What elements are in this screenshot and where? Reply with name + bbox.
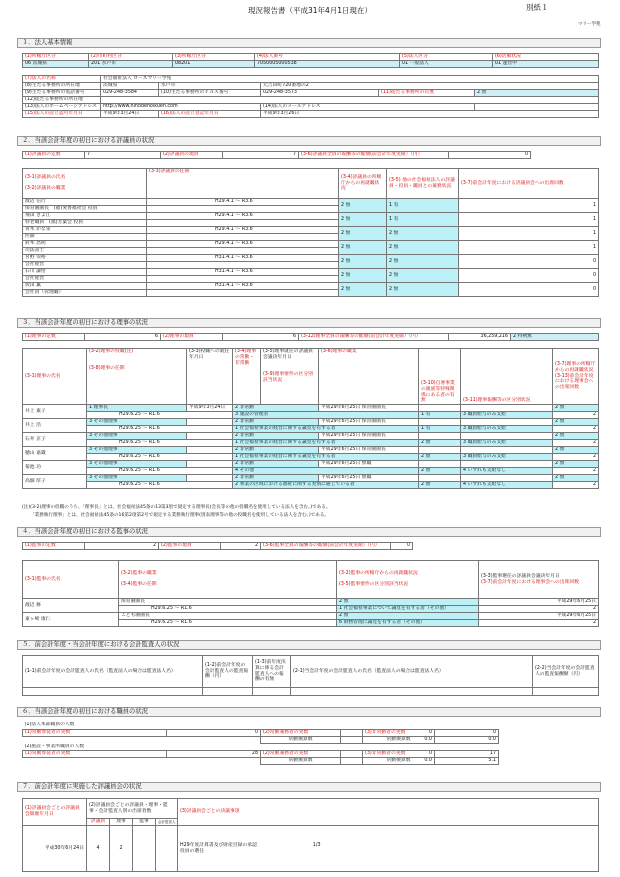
value-established: 平成9年3月24日 — [101, 111, 159, 118]
sub-director: 理事 — [110, 819, 133, 826]
councilor-job: 会社経営 — [23, 276, 147, 283]
director-attend: 2 — [553, 482, 599, 489]
councilor-row — [23, 241, 599, 248]
auditor-name: 渡辺 修 — [23, 599, 119, 613]
councilor-row — [23, 269, 599, 276]
councilor-other: 2 無 — [387, 241, 459, 255]
councilor-attend: 0 — [459, 283, 599, 297]
corp-detail-table — [22, 75, 599, 118]
director-row-detail — [23, 412, 599, 419]
director-pay: 3 職員給与のみ支給 — [461, 426, 553, 433]
col-meeting-date: (1)評議員会ごとの評議員会開催年月日 — [23, 799, 87, 826]
auditor-cat: 6 財務管理に識見を有する者（その他） — [337, 620, 479, 627]
col-director-reemp: (3-7)理事の所轄庁からの再就職状況 (3-13)前会計年度における理事会への出席回数 — [553, 349, 599, 405]
value-auditor-current: 2 — [221, 543, 261, 550]
label-established: (15)法人の設立認可年月日 — [23, 111, 101, 118]
label-registered: (16)法人の設立登記年月日 — [159, 111, 261, 118]
councilor-name: 飛田 きよ江 — [23, 213, 147, 220]
label-sub-office: (11)従たる事務所の有無 — [379, 90, 475, 97]
section-4-title: ４．当該会計年度の初日における監事の状況 — [17, 527, 601, 537]
meeting-items-value: H29年度計算書及び財産目録の承認 1/3 役員の選任 — [178, 826, 599, 872]
director-attend: 2 — [553, 412, 599, 419]
councilor-summary-table — [22, 151, 531, 159]
value-councilor-pay: 0 — [449, 152, 531, 159]
director-row-detail — [23, 454, 599, 461]
councilor-row — [23, 199, 599, 206]
councilor-term: H31.4.1 ～ R3.6 — [147, 283, 339, 290]
section-6-title: ６．当該会計年度の初日における職員の状況 — [17, 707, 601, 717]
director-reemp: 2 無 — [553, 419, 599, 426]
councilor-name: 青木 かな栄 — [23, 227, 147, 234]
councilor-other: 2 無 — [387, 227, 459, 241]
col-auditor-name: (3-1)監事の氏名 — [23, 561, 119, 599]
label-auditor-count: (1)監事の定数 — [23, 543, 85, 550]
director-fulltime: 2 非常勤 — [233, 419, 319, 426]
director-row-detail — [23, 482, 599, 489]
value-fac-full: 28 — [167, 750, 261, 757]
councilor-attend: 0 — [459, 269, 599, 283]
councilor-other: 2 無 — [387, 255, 459, 269]
councilor-term-blank — [147, 276, 339, 283]
value-activity: 01 運営中 — [493, 61, 599, 68]
director-cat: 1 社会福祉事業の経営に関する識見を有する者 — [233, 426, 419, 433]
auditor-attend: 2 — [479, 620, 599, 627]
label-director-pay: (3-12)理事全員の報酬等の総額(前会計年度実績）（円） — [299, 334, 449, 341]
director-role: 1 理事長 — [87, 405, 187, 412]
director-pay-blank — [461, 419, 553, 426]
director-rel: 2 無 — [419, 440, 461, 447]
councilor-attend: 1 — [459, 241, 599, 255]
director-summary-table — [22, 333, 599, 341]
col-director-pay: (3-11)理事報酬等の区分別状況 — [461, 349, 553, 405]
director-name: 穂山 嘉蔵 — [23, 447, 87, 461]
value-hq-fte-1: 0.0 — [341, 736, 435, 743]
director-role: 3 その他理事 — [87, 433, 187, 440]
value-phone: 029-248-3584 — [101, 90, 159, 97]
accountant-table — [22, 655, 599, 696]
director-rel: 2 無 — [419, 482, 461, 489]
value-hq-fte-2: 0.0 — [435, 737, 499, 744]
label-hq-non: (3)非常勤者の実数 — [363, 730, 435, 737]
auditor-reemp: 2 無 — [337, 613, 479, 620]
director-term: H29.6.25 ～ R1.6 — [87, 440, 233, 447]
value-fac-part: 0 — [341, 750, 435, 757]
director-rel-blank — [419, 447, 461, 454]
value-hq-full: 0 — [167, 729, 261, 736]
label-fax: (10)主たる事務所のＦＡＸ番号 — [159, 90, 261, 97]
meeting-councilor-value: 4 — [87, 826, 110, 872]
councilor-other: 2 無 — [387, 283, 459, 297]
director-appoint — [187, 433, 233, 440]
director-cat: 1 社会福祉事業の経営に関する識見を有する者 — [233, 454, 419, 461]
value-councilor-current: 7 — [223, 152, 299, 159]
label-fac-fte: 常勤換算数 — [261, 757, 341, 764]
label-staff-fac: (2)施設・事業所職員の人数 — [24, 743, 85, 749]
director-pay-blank — [461, 405, 553, 412]
director-rel: 2 無 — [419, 454, 461, 461]
label-hq-non-fte: 常勤換算数 — [363, 737, 435, 744]
director-vote-job: 平成29年6月25日 無職 — [319, 461, 419, 468]
councilor-name: 坂田 薫 — [23, 283, 147, 290]
director-role: 3 その他理事 — [87, 461, 187, 468]
auditor-job: 保育園園長 — [119, 599, 337, 606]
director-note-2: 「業務執行理事」とは、社会福祉法45条の16第2項第2号で規定する業務執行理事(別表理事等の他の役職名を使用している法人を含む。)である。 — [30, 513, 330, 518]
director-pay-blank — [461, 475, 553, 482]
sub-accountant: 会計監査人 — [156, 819, 178, 826]
value-corp-number: 7050005000538 — [255, 61, 400, 68]
col-director-appoint: (3-3)役職への就任年月日 — [187, 349, 233, 405]
councilor-reappoint: 2 無 — [339, 269, 387, 283]
director-role: 3 その他理事 — [87, 419, 187, 426]
director-attend: 2 — [553, 440, 599, 447]
col-director-name: (3-1)理事の氏名 — [23, 349, 87, 405]
value-email — [475, 104, 599, 111]
director-row-detail — [23, 426, 599, 433]
director-rel-blank — [419, 419, 461, 426]
director-pay: 3 職員給与のみ支給 — [461, 440, 553, 447]
label-director-current: (2)理事の現員 — [161, 334, 223, 341]
value-hq-non: 0 — [435, 730, 499, 737]
col-director-job: (3-6)理事の職業 — [319, 349, 419, 405]
director-appoint — [187, 475, 233, 482]
director-attend: 2 — [553, 454, 599, 461]
director-pay-blank — [461, 433, 553, 440]
col-director-fulltime: (3-4)理事の常勤・非常勤 — [233, 349, 261, 405]
label-staff-hq: (1)法人本部職員の人数 — [24, 722, 75, 728]
auditor-row — [23, 599, 599, 606]
value-auditor-count: 2 — [85, 543, 159, 550]
label-hq-fte: 常勤換算数 — [261, 736, 341, 743]
director-reemp: 2 無 — [553, 405, 599, 412]
councilor-reappoint: 2 無 — [339, 213, 387, 227]
auditor-job: こども園園長 — [119, 613, 337, 620]
sub-councilor: 評議員 — [87, 819, 110, 826]
director-pay: 3 職員給与のみ支給 — [461, 412, 553, 419]
basic-info-table — [22, 53, 599, 68]
director-vote-job: 平成29年6月25日 保育園園長 — [319, 447, 419, 454]
label-fac-non: (3)非常勤者の実数 — [363, 751, 435, 758]
councilor-term-blank — [147, 290, 339, 297]
section-5-title: ５．前会計年度・当会計年度における会計監査人の状況 — [17, 640, 601, 650]
auditor-name: 東ヶ崎 康仁 — [23, 613, 119, 627]
auditor-reemp: 2 無 — [337, 599, 479, 606]
label-corp-number: (4)法人番号 — [255, 54, 400, 61]
label-fac-full: (1)常勤専従者の実数 — [23, 750, 167, 757]
director-appoint — [187, 447, 233, 454]
col-acc-prev-has: (1-3)前年度決算に係る会計監査人への報酬の有無 — [253, 656, 291, 688]
director-name: 高畑 厚子 — [23, 475, 87, 489]
director-rel-blank — [419, 475, 461, 482]
auditor-attend: 2 — [479, 606, 599, 613]
value-authority: 08201 — [173, 61, 255, 68]
councilor-row — [23, 227, 599, 234]
value-fac-fte-2: 5.1 — [435, 758, 499, 765]
value-auditor-pay: 0 — [391, 543, 413, 550]
label-councilor-count: (1)評議員の定数 — [23, 152, 85, 159]
director-rel: 1 有 — [419, 412, 461, 419]
value-fac-fte-1: 0.0 — [341, 757, 435, 764]
col-councilor-other: (3-5) 他の社会福祉法人の評議員・役員・職員との兼務状況 — [387, 169, 459, 199]
side-note: マリー学苑 — [578, 22, 601, 27]
auditor-term: H29.6.25 ～ R1.6 — [119, 606, 337, 613]
director-row — [23, 405, 599, 412]
councilor-term-blank — [147, 234, 339, 241]
director-note-1: (注)(3-2)理事の役職のうち、「理事長」とは、社会福祉法45条の13第3項で規定する理事長(会長等の他の役職名を使用している法人を含む。)である。 — [22, 505, 331, 510]
director-vote-job: 平成29年6月25日 保育園園長 — [319, 433, 419, 440]
value-director-current: 6 — [223, 334, 299, 341]
director-vote-job: 平成29年6月25日 無職 — [319, 475, 419, 482]
councilor-job: 特老職員 (福)芳葉会 役員 — [23, 220, 147, 227]
col-auditor-job: (3-2)監事の職業 (3-4)監事の任期 — [119, 561, 337, 599]
director-term: H29.6.25 ～ R1.6 — [87, 454, 233, 461]
director-pay: 3 職員給与のみ支給 — [461, 454, 553, 461]
director-role: 3 その他理事 — [87, 447, 187, 454]
col-councilor-attend: (3-7)前会計年度における評議員会への出席回数 — [459, 169, 599, 199]
councilor-attend: 1 — [459, 227, 599, 241]
director-rel-blank — [419, 461, 461, 468]
director-reemp: 2 無 — [553, 461, 599, 468]
councilor-name: 鈴木 昌明 — [23, 241, 147, 248]
director-rel: 2 無 — [419, 468, 461, 475]
section-2-title: ２．当該会計年度の初日における評議員の状況 — [17, 136, 601, 146]
meeting-date-value: 平成30年6月24日 — [23, 826, 87, 872]
councilor-reappoint: 2 無 — [339, 241, 387, 255]
councilor-table — [22, 168, 599, 297]
director-fulltime: 2 非常勤 — [233, 475, 319, 482]
councilor-row — [23, 283, 599, 290]
councilor-job: 医師 — [23, 234, 147, 241]
director-row — [23, 461, 599, 468]
councilor-name: 宮野 崇裕 — [23, 255, 147, 262]
councilor-term: H29.4.1 ～ R3.6 — [147, 241, 339, 248]
label-hq-full: (1)常勤専従者の実数 — [23, 729, 167, 736]
councilor-name: 石川 謙悟 — [23, 269, 147, 276]
section-7-title: ７．前会計年度に実施した評議員会の状況 — [17, 782, 601, 792]
councilor-job: 会社員（管理職） — [23, 290, 147, 297]
auditor-table — [22, 560, 599, 627]
staff-nonfull-table — [362, 729, 499, 765]
councilor-reappoint: 2 無 — [339, 283, 387, 297]
label-councilor-current: (2)評議員の現員 — [161, 152, 223, 159]
director-row — [23, 475, 599, 482]
col-councilor-name: (3-1)評議員の氏名 (3-2)評議員の職業 — [23, 169, 147, 199]
director-term: H29.6.25 ～ R1.6 — [87, 468, 233, 475]
director-role: 3 その他理事 — [87, 475, 187, 482]
label-auditor-current: (2)監事の現員 — [159, 543, 221, 550]
director-cat: 4 その他 — [233, 468, 419, 475]
col-meeting-items: (3)評議員会ごとの決議事項 — [178, 799, 599, 826]
col-auditor-reemp: (3-2)監事の所轄庁からの再就職状況 (3-5)監事要件の区分別該当状況 — [337, 561, 479, 599]
page-title: 現況報告書（平成31年4月1日現在） — [247, 6, 373, 15]
director-cat: 2 事業の区域における福祉に関する実情に通じている者 — [233, 482, 419, 489]
label-municipality: (2)市町村区分 — [89, 54, 173, 61]
director-cat: 3 施設の管理者 — [233, 412, 419, 419]
councilor-job: 会社経営 — [23, 262, 147, 269]
label-fac-non-fte: 常勤換算数 — [363, 758, 435, 765]
councilor-term: H29.4.1 ～ R3.6 — [147, 199, 339, 206]
councilor-other: 1 有 — [387, 213, 459, 227]
value-corp-name: 社会福祉法人 ローズマリー学苑 — [101, 76, 599, 83]
value-director-pay-std: 2 特例無 — [511, 334, 599, 341]
col-auditor-vote: (3-3)監事選任の評議員会議決年月日 (3-7)前会計年度における理事会への出席回数 — [479, 561, 599, 599]
councilor-row — [23, 213, 599, 220]
sub-auditor: 監事 — [133, 819, 156, 826]
director-row — [23, 447, 599, 454]
councilor-attend: 1 — [459, 199, 599, 213]
director-attend: 2 — [553, 468, 599, 475]
councilor-term-blank — [147, 262, 339, 269]
auditor-vote: 平成29年6月25日 — [479, 613, 599, 620]
director-rel: 1 有 — [419, 426, 461, 433]
col-director-rel: (3-10)自署事業の親族等特殊関係にある者の有無 — [419, 349, 461, 405]
director-term: H29.6.25 ～ R1.6 — [87, 426, 233, 433]
annex-label: 別紙１ — [526, 3, 549, 12]
director-fulltime: 2 非常勤 — [233, 447, 319, 454]
director-pay-blank — [461, 461, 553, 468]
councilor-row — [23, 255, 599, 262]
councilor-other: 1 有 — [387, 199, 459, 213]
label-hq-part: (2)常勤兼務者の実数 — [261, 729, 341, 736]
director-pay-blank — [461, 447, 553, 454]
col-director-vote: (3-5)理事就任の評議員会議決年月日 (3-9)理事要件の区分別該当状況 — [261, 349, 319, 405]
col-acc-prev-fee: (1-2)前会計年度の会計監査人の監査報酬（円） — [203, 656, 253, 688]
value-fac-non: 17 — [435, 751, 499, 758]
director-rel-blank — [419, 433, 461, 440]
auditor-summary-table — [22, 542, 413, 550]
section-1-title: １．法人基本情報 — [17, 38, 601, 48]
councilor-reappoint: 2 無 — [339, 199, 387, 213]
director-appoint — [187, 419, 233, 426]
col-director-role: (3-2)理事の役職(注) (3-8)理事の任期 — [87, 349, 187, 405]
director-name: 井上 浩 — [23, 419, 87, 433]
label-corp-name: (7)法人の名称 — [23, 76, 101, 83]
auditor-cat: 1 社会福祉事業について識見を有する者（その他） — [337, 606, 479, 613]
director-pay: 4 いずれも支給なし — [461, 482, 553, 489]
councilor-reappoint: 2 無 — [339, 227, 387, 241]
councilor-term-blank — [147, 248, 339, 255]
label-fac-part: (2)常勤兼務者の実数 — [261, 750, 341, 757]
director-rel-blank — [419, 405, 461, 412]
col-councilor-term: (3-3)評議員の任期 — [147, 169, 339, 199]
meeting-table — [22, 798, 599, 872]
col-acc-cur-name: (2-1)当会計年度の会計監査人の氏名（監査法人の場合は監査法人名） — [291, 656, 533, 688]
label-phone: (9)主たる事務所の電話番号 — [23, 90, 101, 97]
label-url: (13)法人のホームページアドレス — [23, 104, 101, 111]
value-sub-office: 2 無 — [475, 90, 599, 97]
councilor-term: H31.4.1 ～ R3.6 — [147, 269, 339, 276]
director-vote-job: 平成29年6月25日 保育園園長 — [319, 419, 419, 426]
value-jurisdiction: 06 茨城県 — [23, 61, 89, 68]
label-auditor-pay: (3-6)監事全員の報酬等の総額(前会計年度実績）（円） — [261, 543, 391, 550]
value-director-count: 6 — [85, 334, 161, 341]
label-councilor-pay: (3-6)評議員全員の報酬等の総額(前会計年度実績）（円） — [299, 152, 449, 159]
label-authority: (3)所轄庁区分 — [173, 54, 255, 61]
value-url: http://www.hinodehoikuen.com — [101, 104, 261, 111]
director-reemp: 2 無 — [553, 447, 599, 454]
col-councilor-reappoint: (3-4)評議員の所轄庁からの再就職状況 — [339, 169, 387, 199]
director-appoint — [187, 461, 233, 468]
councilor-term: H29.4.1 ～ R3.6 — [147, 213, 339, 220]
value-hq-part: 0 — [341, 729, 435, 736]
councilor-job: 司法書士 — [23, 248, 147, 255]
col-meeting-attend: (2)評議員会ごとの評議員・理事・監事・会計監査人別の出席者数 — [87, 799, 178, 819]
councilor-term: H31.4.1 ～ R3.6 — [147, 255, 339, 262]
councilor-job: 保育園園長 (福)愛香福祉会 役員 — [23, 206, 147, 213]
councilor-attend: 0 — [459, 255, 599, 269]
director-name: 井上 素子 — [23, 405, 87, 419]
director-vote-job: 平成29年6月25日 保育園園長 — [319, 405, 419, 412]
label-jurisdiction: (1)所轄庁区分 — [23, 54, 89, 61]
director-name: 石井 京子 — [23, 433, 87, 447]
label-activity: (6)活動状況 — [493, 54, 599, 61]
director-fulltime: 2 非常勤 — [233, 461, 319, 468]
value-corp-type: 01 一般法人 — [400, 61, 493, 68]
councilor-other: 2 無 — [387, 269, 459, 283]
label-sub-address: (12)従たる事務所の所在地 — [23, 97, 101, 104]
director-pay: 4 いずれも支給なし — [461, 468, 553, 475]
director-attend: 2 — [553, 426, 599, 433]
label-corp-type: (5)法人区分 — [400, 54, 493, 61]
value-sub-address — [101, 97, 599, 104]
label-address: (8)主たる事務所の所在地 — [23, 83, 101, 90]
col-acc-cur-fee: (2-2)当会計年度の会計監査人の監査報酬額（円） — [533, 656, 599, 688]
value-fax: 029-248-3573 — [261, 90, 379, 97]
director-term: H29.6.25 ～ R1.6 — [87, 412, 233, 419]
councilor-term-blank — [147, 206, 339, 213]
auditor-vote: 平成29年6月25日 — [479, 599, 599, 606]
director-fulltime: 2 非常勤 — [233, 433, 319, 440]
value-address: 元吉田町720番地の2 — [261, 83, 599, 90]
director-row — [23, 419, 599, 426]
value-councilor-count: 7 — [85, 152, 161, 159]
value-director-pay: 36,259,216 — [449, 334, 511, 341]
director-row-detail — [23, 468, 599, 475]
meeting-director-value: 2 — [110, 826, 133, 872]
auditor-row — [23, 613, 599, 620]
director-cat: 1 社会福祉事業の経営に関する識見を有する者 — [233, 440, 419, 447]
value-registered: 平成9年3月26日 — [261, 111, 599, 118]
director-reemp: 2 無 — [553, 475, 599, 482]
value-pref: 茨城県 — [101, 83, 159, 90]
auditor-term: H29.6.25 ～ R1.6 — [119, 620, 337, 627]
director-fulltime: 2 非常勤 — [233, 405, 319, 412]
councilor-reappoint: 2 無 — [339, 255, 387, 269]
director-term: H29.6.25 ～ R1.6 — [87, 482, 233, 489]
director-appoint: 平成9年3月24日 — [187, 405, 233, 412]
councilor-attend: 1 — [459, 213, 599, 227]
director-reemp: 2 無 — [553, 433, 599, 440]
director-row-detail — [23, 440, 599, 447]
councilor-term: H29.4.1 ～ R3.6 — [147, 227, 339, 234]
col-acc-prev-name: (1-1)前会計年度の会計監査人の氏名（監査法人の場合は監査法人名） — [23, 656, 203, 688]
label-email: (14)法人のメールアドレス — [261, 104, 475, 111]
director-name: 菊池 功 — [23, 461, 87, 475]
director-row — [23, 433, 599, 440]
director-table — [22, 348, 599, 489]
councilor-name: 渡辺 信行 — [23, 199, 147, 206]
section-3-title: ３．当該会計年度の初日における理事の状況 — [17, 318, 601, 328]
value-city: 水戸市 — [159, 83, 261, 90]
label-director-count: (1)理事の定数 — [23, 334, 85, 341]
value-municipality: 201 水戸市 — [89, 61, 173, 68]
councilor-term-blank — [147, 220, 339, 227]
